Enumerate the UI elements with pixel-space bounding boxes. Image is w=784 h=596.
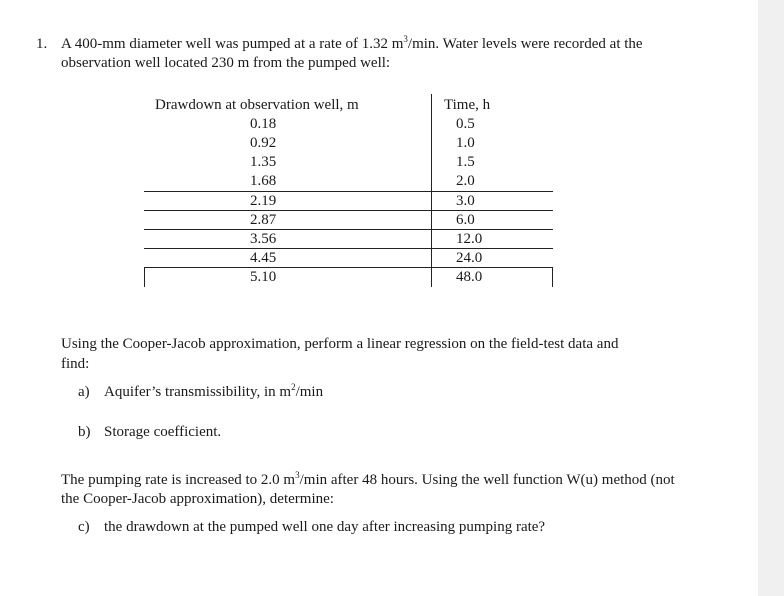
part2-text-line-1: The pumping rate is increased to 2.0 $m^3/\min$ after 48 hours. Using the well function W(u) method (not xyxy=(61,470,675,488)
drawdown-cell: 5.10 xyxy=(250,269,277,285)
time-cell: 1.5 xyxy=(456,154,475,170)
table-rule xyxy=(144,267,553,268)
drawdown-cell: 3.56 xyxy=(250,231,277,247)
table-rule xyxy=(144,248,553,249)
table-rule xyxy=(144,229,553,230)
viewer-margin xyxy=(758,0,784,596)
time-cell: 0.5 xyxy=(456,116,475,132)
drawdown-cell: 1.35 xyxy=(250,154,277,170)
item-a-label: a) xyxy=(78,384,90,400)
item-a: a) Aquifer’s transmissibility, in $m^2/\min$ xyxy=(78,382,324,400)
drawdown-cell: 0.18 xyxy=(250,116,277,132)
header-time: Time, h xyxy=(444,97,491,113)
time-cell: 24.0 xyxy=(456,250,483,266)
item-b: b) Storage coefficient. xyxy=(78,424,222,440)
table-left-edge xyxy=(144,267,145,287)
item-c-label: c) xyxy=(78,519,90,535)
time-cell: 2.0 xyxy=(456,173,475,189)
table-rule xyxy=(144,191,553,192)
time-cell: 1.0 xyxy=(456,135,475,151)
table-right-edge xyxy=(552,267,553,287)
part1-text-line-1: Using the Cooper-Jacob approximation, perform a linear regression on the field-test data and xyxy=(61,336,619,352)
question-number: 1. xyxy=(36,36,48,52)
time-cell: 6.0 xyxy=(456,212,475,228)
data-table xyxy=(144,94,553,287)
drawdown-cell: 2.19 xyxy=(250,193,277,209)
item-b-label: b) xyxy=(78,424,91,440)
part2-text-line-2: the Cooper-Jacob approximation), determine: xyxy=(61,491,334,507)
drawdown-cell: 4.45 xyxy=(250,250,277,266)
time-cell: 12.0 xyxy=(456,231,483,247)
drawdown-cell: 0.92 xyxy=(250,135,277,151)
question-text-line-1: A 400-mm diameter well was pumped at a rate of 1.32 $m^3/\min$. Water levels were recorded at the xyxy=(61,34,643,52)
time-cell: 48.0 xyxy=(456,269,483,285)
drawdown-cell: 1.68 xyxy=(250,173,277,189)
drawdown-cell: 2.87 xyxy=(250,212,277,228)
header-drawdown: Drawdown at observation well, m xyxy=(155,97,359,113)
time-cell: 3.0 xyxy=(456,193,475,209)
part1-text-line-2: find: xyxy=(61,356,90,372)
item-c: c) the drawdown at the pumped well one day after increasing pumping rate? xyxy=(78,519,546,535)
question-text-line-2: observation well located 230 m from the pumped well: xyxy=(61,55,391,71)
table-rule xyxy=(144,210,553,211)
